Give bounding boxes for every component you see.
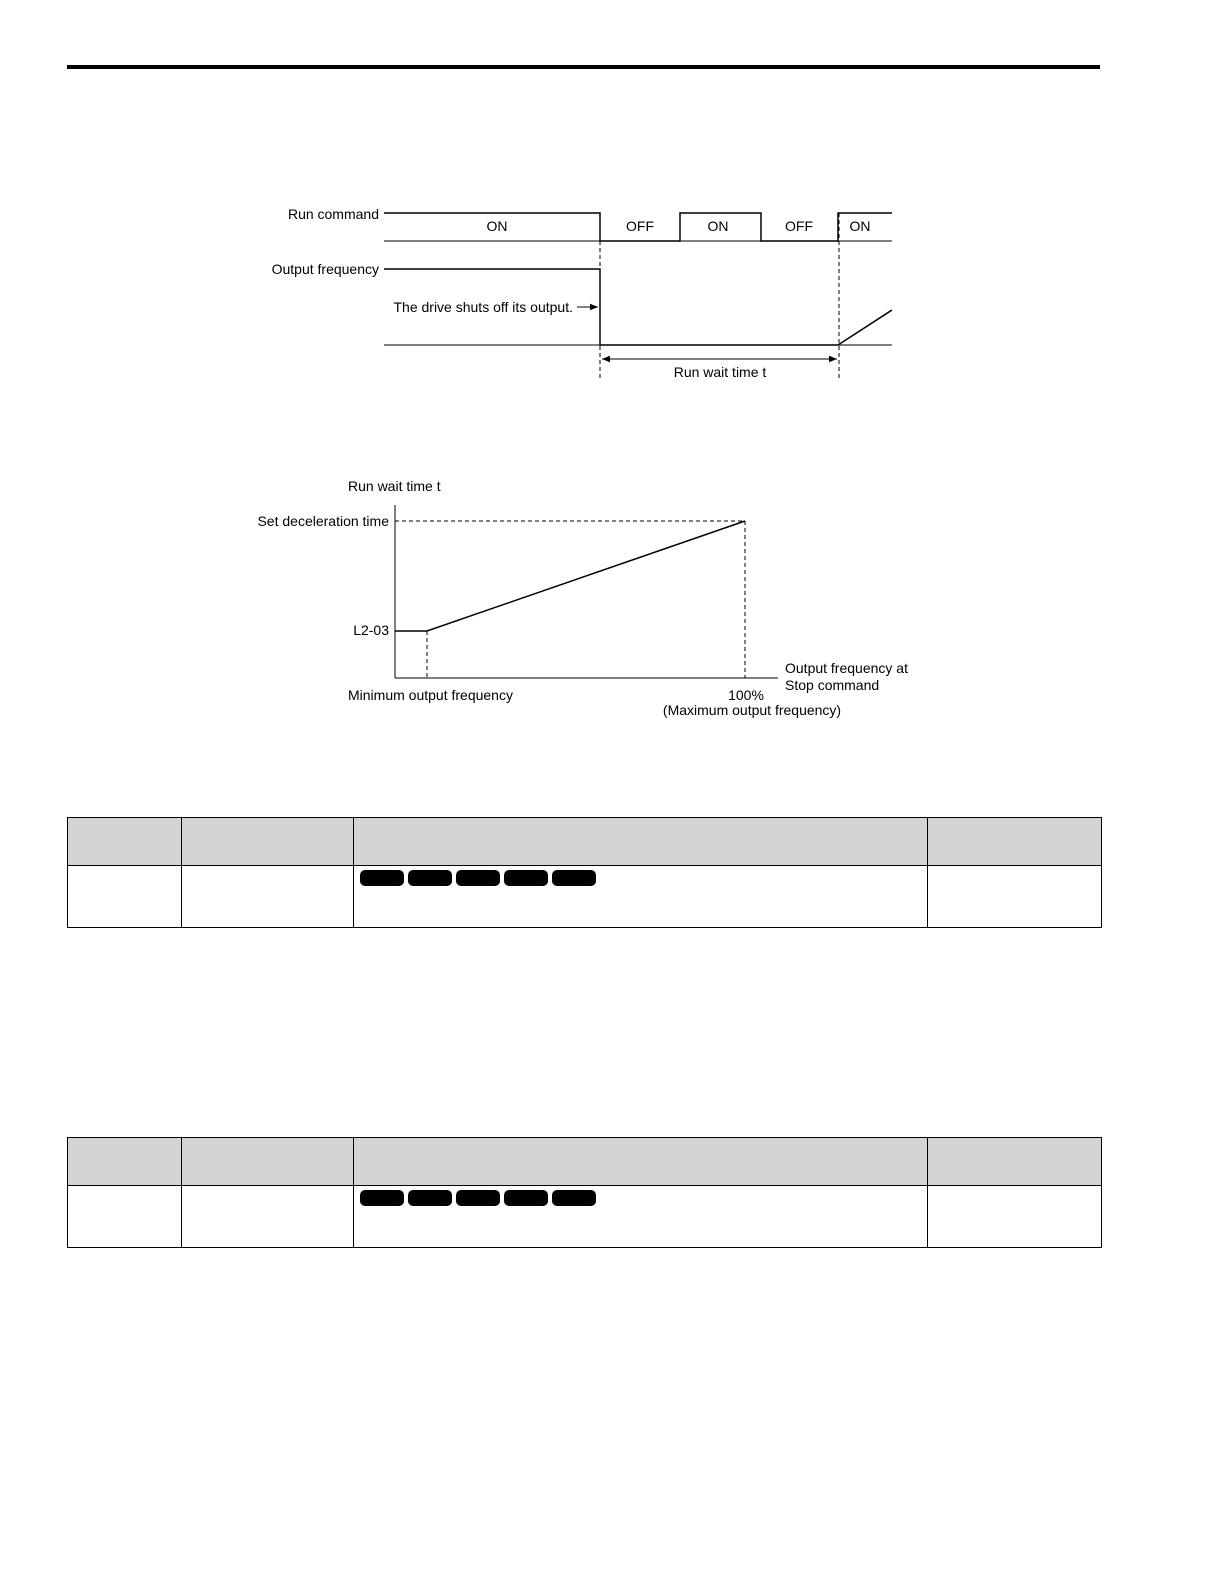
segment-label: ON bbox=[849, 218, 871, 234]
x-max-sublabel: (Maximum output frequency) bbox=[662, 702, 842, 718]
parameter-table bbox=[67, 817, 1102, 928]
control-mode-badge bbox=[456, 1190, 500, 1206]
run-wait-label: Run wait time t bbox=[673, 364, 767, 380]
parameter-table bbox=[67, 1137, 1102, 1248]
header-cell bbox=[182, 818, 354, 866]
control-mode-badge bbox=[360, 1190, 404, 1206]
timing-diagram bbox=[0, 0, 1224, 400]
control-mode-badge bbox=[360, 870, 404, 886]
wait-time-line bbox=[395, 521, 745, 631]
segment-label: ON bbox=[707, 218, 729, 234]
x-axis-label-line2: Stop command bbox=[785, 677, 880, 693]
header-cell bbox=[354, 1138, 928, 1186]
table-header-row bbox=[68, 818, 1102, 866]
table-cell bbox=[68, 866, 182, 928]
y-low-label: L2-03 bbox=[353, 622, 389, 638]
header-cell bbox=[354, 818, 928, 866]
table-row bbox=[68, 866, 1102, 928]
control-mode-badge bbox=[552, 870, 596, 886]
control-mode-badge bbox=[504, 870, 548, 886]
table-cell bbox=[354, 866, 928, 928]
run-command-label: Run command bbox=[287, 206, 379, 222]
header-cell bbox=[928, 1138, 1102, 1186]
control-mode-badge bbox=[504, 1190, 548, 1206]
header-cell bbox=[182, 1138, 354, 1186]
table-header-row bbox=[68, 1138, 1102, 1186]
header-cell bbox=[68, 1138, 182, 1186]
header-cell bbox=[928, 818, 1102, 866]
x-min-label: Minimum output frequency bbox=[348, 687, 513, 703]
table-cell bbox=[928, 866, 1102, 928]
y-axis-title: Run wait time t bbox=[348, 478, 441, 494]
table-cell bbox=[182, 866, 354, 928]
table-row bbox=[68, 1186, 1102, 1248]
control-mode-badge bbox=[408, 870, 452, 886]
control-mode-badge bbox=[408, 1190, 452, 1206]
control-mode-badge bbox=[456, 870, 500, 886]
segment-label: ON bbox=[486, 218, 508, 234]
shutoff-note: The drive shuts off its output. bbox=[393, 299, 573, 315]
table-cell bbox=[182, 1186, 354, 1248]
wait-time-graph bbox=[0, 460, 1224, 740]
table-cell bbox=[354, 1186, 928, 1248]
output-frequency-label: Output frequency bbox=[271, 261, 379, 277]
table-cell bbox=[68, 1186, 182, 1248]
table-cell bbox=[928, 1186, 1102, 1248]
x-axis-label-line1: Output frequency at bbox=[785, 660, 908, 676]
segment-label: OFF bbox=[785, 218, 813, 234]
x-max-label: 100% bbox=[728, 687, 764, 703]
y-top-label: Set deceleration time bbox=[257, 513, 389, 529]
control-mode-badges bbox=[354, 866, 927, 886]
header-cell bbox=[68, 818, 182, 866]
control-mode-badge bbox=[552, 1190, 596, 1206]
segment-label: OFF bbox=[626, 218, 654, 234]
control-mode-badges bbox=[354, 1186, 927, 1206]
